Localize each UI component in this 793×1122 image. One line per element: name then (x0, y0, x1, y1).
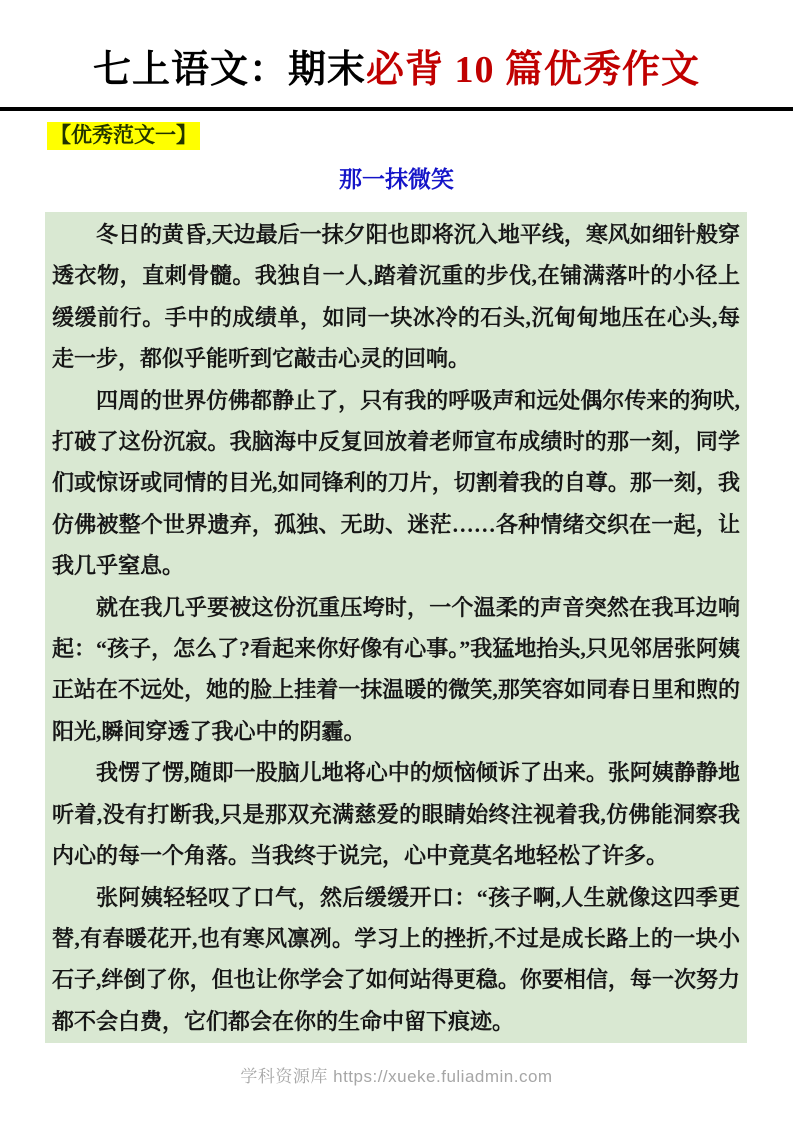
section-label-row (47, 122, 793, 149)
section-label: 【优秀范文一】 (47, 122, 200, 149)
essay-paragraph-5: 张阿姨轻轻叹了口气，然后缓缓开口：“孩子啊,人生就像这四季更替,有春暖花开,也有寒风凛冽。学习上的挫折,不过是成长路上的一块小石子,绊倒了你，但也让你学会了如何站得更稳。你要相信，每一次努力都不会白费，它们都会在你的生命中留下痕迹。 (52, 884, 740, 1034)
page-title-red-part: 必背 10 篇优秀作文 (366, 49, 701, 91)
essay-title: 那一抹微笑 (339, 166, 454, 192)
divider-line (0, 107, 793, 111)
essay-paragraph-1: 冬日的黄昏,天边最后一抹夕阳也即将沉入地平线，寒风如细针般穿透衣物，直刺骨髓。我独自一人,踏着沉重的步伐,在铺满落叶的小径上缓缓前行。手中的成绩单，如同一块冰冷的石头,沉甸甸地压在心头,每走一步，都似乎能听到它敲击心灵的回响。 (52, 222, 740, 372)
essay-paragraph-4: 我愣了愣,随即一股脑儿地将心中的烦恼倾诉了出来。张阿姨静静地听着,没有打断我,只是那双充满慈爱的眼睛始终注视着我,仿佛能洞察我内心的每一个角落。当我终于说完，心中竟莫名地轻松了许多。 (52, 760, 740, 869)
footer-watermark (0, 1062, 793, 1087)
essay-paragraph-2: 四周的世界仿佛都静止了，只有我的呼吸声和远处偶尔传来的狗吠,打破了这份沉寂。我脑海中反复回放着老师宣布成绩时的那一刻，同学们或惊讶或同情的目光,如同锋利的刀片，切割着我的自尊。那一刻，我仿佛被整个世界遗弃，孤独、无助、迷茫……各种情绪交织在一起，让我几乎窒息。 (52, 387, 740, 579)
page-title-black-part: 七上语文：期末 (92, 49, 366, 91)
page-title (0, 0, 793, 95)
essay-paragraph-3: 就在我几乎要被这份沉重压垮时，一个温柔的声音突然在我耳边响起：“孩子，怎么了?看起来你好像有心事。”我猛地抬头,只见邻居张阿姨正站在不远处，她的脸上挂着一抹温暖的微笑,那笑容如同春日里和煦的阳光,瞬间穿透了我心中的阴霾。 (52, 594, 740, 744)
footer-text: 学科资源库 https://xueke.fuliadmin.com (240, 1067, 553, 1086)
essay-paragraph-6 (52, 1042, 740, 1043)
essay-body (45, 212, 747, 1043)
